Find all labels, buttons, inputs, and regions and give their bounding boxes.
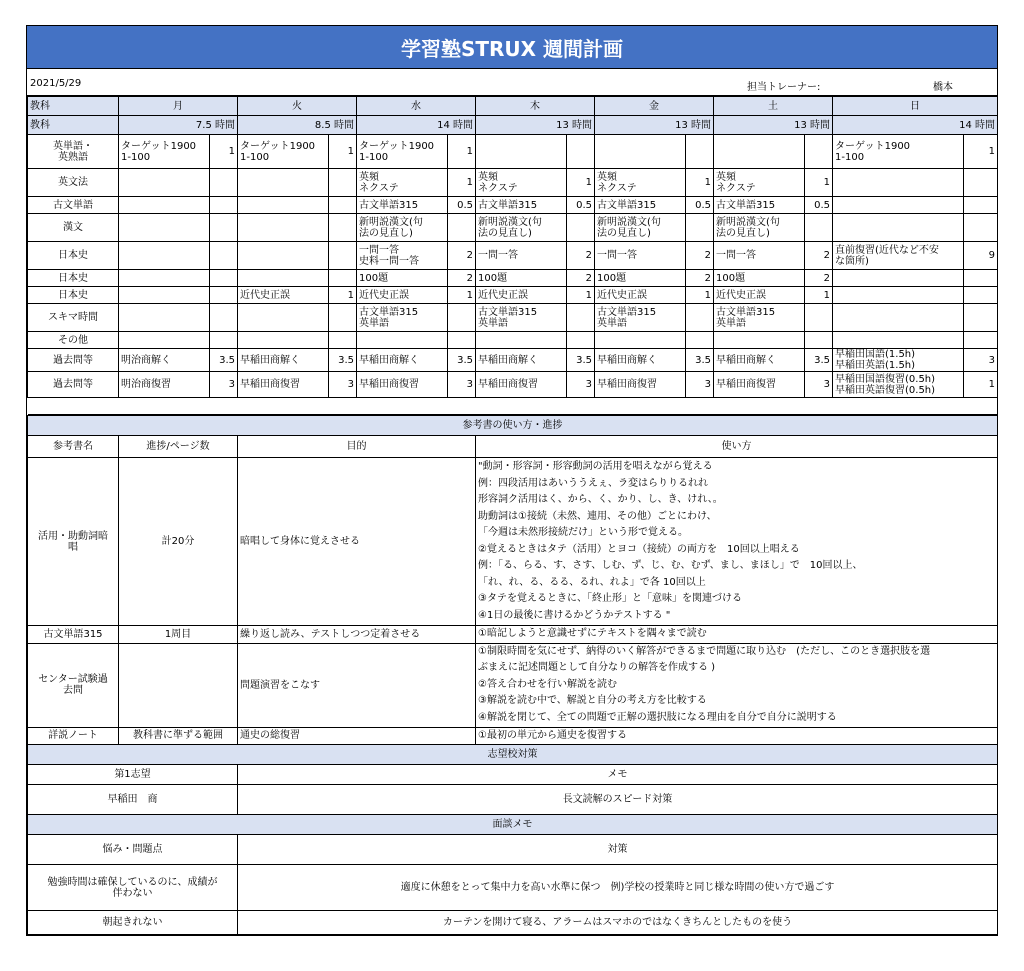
issue-header: 悩み・問題点	[28, 835, 238, 865]
hours-label: 教科	[28, 116, 119, 135]
plan-task: 英頻 ネクステ	[476, 169, 567, 197]
weekly-plan-table	[27, 96, 998, 415]
plan-row	[28, 372, 998, 398]
plan-hours: 0.5	[448, 197, 476, 214]
ref-name: 古文単語315	[28, 626, 119, 644]
plan-hours	[448, 304, 476, 332]
plan-task	[476, 135, 567, 169]
plan-hours	[329, 169, 357, 197]
day-header: 日	[833, 97, 998, 116]
plan-hours	[964, 169, 998, 197]
plan-hours	[448, 332, 476, 349]
plan-task: 明治商復習	[119, 372, 210, 398]
plan-hours: 1	[448, 135, 476, 169]
usage-line: 「れ、れ、る、るる、るれ、れよ」で各 10回以上	[478, 576, 706, 588]
plan-hours: 1	[964, 135, 998, 169]
plan-hours: 1	[448, 287, 476, 304]
plan-hours: 2	[686, 242, 714, 270]
plan-hours: 3.5	[210, 349, 238, 372]
plan-task: 早稲田商復習	[476, 372, 567, 398]
plan-task: 新明説漢文(句 法の見直し)	[476, 214, 567, 242]
plan-task	[238, 332, 329, 349]
usage-line: ④解説を閉じて、全ての問題で正解の選択肢になる理由を自分で自分に説明する	[478, 711, 837, 723]
plan-task: 英頻 ネクステ	[595, 169, 686, 197]
school-header-row	[28, 765, 998, 785]
plan-hours: 3	[567, 372, 595, 398]
ref-name: 活用・助動詞暗 唱	[28, 458, 119, 626]
plan-task	[833, 169, 964, 197]
plan-task: 一問一答	[714, 242, 805, 270]
plan-hours	[686, 304, 714, 332]
plan-subject: 漢文	[28, 214, 119, 242]
plan-hours	[805, 135, 833, 169]
day-hours: 14 時間	[833, 116, 998, 135]
plan-task	[119, 169, 210, 197]
plan-hours: 3	[964, 349, 998, 372]
plan-task	[833, 287, 964, 304]
plan-task	[476, 332, 567, 349]
hours-row	[28, 116, 998, 135]
plan-hours	[448, 214, 476, 242]
ref-purpose: 通史の総復習	[238, 727, 476, 745]
plan-task: 一問一答	[595, 242, 686, 270]
plan-subject: 古文単語	[28, 197, 119, 214]
plan-task: 100題	[476, 270, 567, 287]
target-school: 早稲田 商	[28, 785, 238, 815]
day-hours: 13 時間	[476, 116, 595, 135]
plan-task: 100題	[714, 270, 805, 287]
ref-usage	[476, 458, 998, 626]
plan-hours: 3	[448, 372, 476, 398]
plan-hours: 3	[805, 372, 833, 398]
plan-date: 2021/5/29	[30, 78, 82, 89]
plan-task: ターゲット1900 1-100	[833, 135, 964, 169]
plan-task	[238, 169, 329, 197]
plan-hours	[686, 332, 714, 349]
plan-task: 近代史正誤	[476, 287, 567, 304]
plan-task: 早稲田国語(1.5h) 早稲田英語(1.5h)	[833, 349, 964, 372]
plan-task: 近代史正誤	[714, 287, 805, 304]
ref-name: 詳説ノート	[28, 727, 119, 745]
plan-task	[119, 287, 210, 304]
plan-task: 100題	[595, 270, 686, 287]
day-header: 水	[357, 97, 476, 116]
plan-hours: 3	[210, 372, 238, 398]
ref-progress: 計20分	[119, 458, 238, 626]
ref-usage	[476, 727, 998, 745]
plan-task: 早稲田商復習	[238, 372, 329, 398]
reference-table	[27, 415, 998, 935]
ref-purpose: 問題演習をこなす	[238, 643, 476, 727]
plan-task	[238, 270, 329, 287]
plan-task	[833, 332, 964, 349]
plan-task	[238, 197, 329, 214]
plan-task	[595, 332, 686, 349]
plan-hours: 0.5	[805, 197, 833, 214]
plan-hours	[210, 270, 238, 287]
plan-row	[28, 197, 998, 214]
ref-row	[28, 626, 998, 644]
plan-hours: 3.5	[448, 349, 476, 372]
usage-line: ④1日の最後に書けるかどうかテストする "	[478, 609, 671, 621]
blank-row	[28, 398, 998, 415]
usage-line: 助動詞は①接続（未然、連用、その他）ごとにわけ、	[478, 510, 717, 522]
plan-hours: 3.5	[329, 349, 357, 372]
plan-task: 早稲田商解く	[476, 349, 567, 372]
plan-hours	[210, 214, 238, 242]
plan-task: 古文単語315	[714, 197, 805, 214]
plan-hours	[329, 197, 357, 214]
plan-hours	[210, 332, 238, 349]
plan-hours	[964, 304, 998, 332]
plan-hours	[329, 242, 357, 270]
plan-hours	[964, 287, 998, 304]
usage-line: ①暗記しようと意識せずにテキストを隅々まで読む	[478, 628, 707, 639]
day-hours: 14 時間	[357, 116, 476, 135]
plan-row	[28, 332, 998, 349]
plan-hours: 2	[805, 270, 833, 287]
plan-hours: 3	[329, 372, 357, 398]
day-hours: 7.5 時間	[119, 116, 238, 135]
usage-line: ③解説を読む中で、解説と自分の考え方を比較する	[478, 695, 707, 707]
plan-hours: 2	[805, 242, 833, 270]
ref-row	[28, 643, 998, 727]
plan-subject: 英単語・ 英熟語	[28, 135, 119, 169]
plan-hours	[210, 169, 238, 197]
plan-task: 新明説漢文(句 法の見直し)	[357, 214, 448, 242]
plan-hours: 1	[964, 372, 998, 398]
plan-task: 一問一答	[476, 242, 567, 270]
plan-row	[28, 304, 998, 332]
plan-task	[833, 304, 964, 332]
interview-header-row	[28, 835, 998, 865]
ref-header: 進捗/ページ数	[119, 436, 238, 458]
plan-hours: 1	[567, 287, 595, 304]
plan-subject: 過去問等	[28, 349, 119, 372]
plan-hours: 1	[686, 169, 714, 197]
plan-hours	[805, 304, 833, 332]
plan-hours	[567, 332, 595, 349]
usage-line: ①制限時間を気にせず、納得のいく解答ができるまで問題に取り込む (ただし、このとき選択肢を選	[478, 645, 931, 657]
usage-line: 「今週は未然形接続だけ」という形で覚える。	[478, 527, 688, 538]
plan-row	[28, 169, 998, 197]
plan-task: 古文単語315	[595, 197, 686, 214]
plan-subject: 英文法	[28, 169, 119, 197]
day-header: 火	[238, 97, 357, 116]
day-hours: 13 時間	[714, 116, 833, 135]
plan-hours: 2	[567, 270, 595, 287]
plan-hours: 3	[686, 372, 714, 398]
interview-row	[28, 865, 998, 911]
plan-hours: 1	[210, 135, 238, 169]
school-header: 第1志望	[28, 765, 238, 785]
plan-hours	[964, 332, 998, 349]
plan-task: 明治商解く	[119, 349, 210, 372]
plan-hours: 3.5	[567, 349, 595, 372]
usage-line: ①最初の単元から通史を復習する	[478, 729, 627, 741]
plan-task: 100題	[357, 270, 448, 287]
plan-hours: 2	[567, 242, 595, 270]
plan-task: 古文単語315	[357, 197, 448, 214]
days-header-row	[28, 97, 998, 116]
plan-hours	[805, 214, 833, 242]
issue: 勉強時間は確保しているのに、成績が 伴わない	[28, 865, 238, 911]
plan-hours: 2	[448, 242, 476, 270]
plan-hours	[567, 304, 595, 332]
memo-header: メモ	[238, 765, 998, 785]
plan-hours	[567, 135, 595, 169]
plan-task: 近代史正誤	[357, 287, 448, 304]
usage-line: 例：「る、らる、す、さす、しむ、ず、じ、む、むず、まし、まほし」で 10回以上、	[478, 560, 863, 571]
plan-hours: 0.5	[686, 197, 714, 214]
plan-task: 直前復習(近代など不安 な箇所)	[833, 242, 964, 270]
plan-task	[357, 332, 448, 349]
solution: 適度に休憩をとって集中力を高い水準に保つ 例)学校の授業時と同じ様な時間の使い方で過ごす	[238, 865, 998, 911]
plan-hours	[329, 304, 357, 332]
plan-task	[119, 332, 210, 349]
plan-hours: 1	[686, 287, 714, 304]
plan-hours: 1	[329, 135, 357, 169]
plan-row	[28, 242, 998, 270]
plan-task: 早稲田商解く	[714, 349, 805, 372]
ref-purpose: 暗唱して身体に覚えさせる	[238, 458, 476, 626]
usage-line: 例：四段活用はあいううえぇ、ラ変はらりりるれれ	[478, 477, 708, 489]
plan-hours	[210, 197, 238, 214]
meta-row	[27, 69, 997, 96]
plan-task	[119, 214, 210, 242]
plan-subject: 日本史	[28, 270, 119, 287]
plan-task	[119, 242, 210, 270]
school-row	[28, 785, 998, 815]
school-memo: 長文読解のスピード対策	[238, 785, 998, 815]
plan-task	[238, 304, 329, 332]
day-hours: 13 時間	[595, 116, 714, 135]
plan-task	[714, 135, 805, 169]
plan-task: 早稲田商解く	[357, 349, 448, 372]
ref-section-title: 参考書の使い方・進捗	[28, 416, 998, 436]
plan-task: 古文単語315 英単語	[476, 304, 567, 332]
plan-task: ターゲット1900 1-100	[357, 135, 448, 169]
plan-hours: 3.5	[805, 349, 833, 372]
plan-task	[119, 270, 210, 287]
plan-task	[714, 332, 805, 349]
plan-hours: 9	[964, 242, 998, 270]
interview-section-title: 面談メモ	[28, 815, 998, 835]
ref-header-row	[28, 436, 998, 458]
day-hours: 8.5 時間	[238, 116, 357, 135]
school-section-title-row	[28, 745, 998, 765]
usage-line: "動詞・形容詞・形容動詞の活用を唱えながら覚える	[478, 461, 713, 472]
ref-usage	[476, 643, 998, 727]
plan-subject: スキマ時間	[28, 304, 119, 332]
blank-cell	[28, 398, 998, 415]
plan-hours: 1	[805, 287, 833, 304]
plan-hours: 1	[329, 287, 357, 304]
day-header: 月	[119, 97, 238, 116]
weekly-plan-sheet	[26, 25, 998, 936]
plan-hours: 3.5	[686, 349, 714, 372]
plan-task: 古文単語315 英単語	[714, 304, 805, 332]
days-header-label: 教科	[28, 97, 119, 116]
plan-row	[28, 270, 998, 287]
interview-section-title-row	[28, 815, 998, 835]
ref-usage	[476, 626, 998, 644]
ref-name: センター試験過 去問	[28, 643, 119, 727]
plan-task	[833, 214, 964, 242]
plan-task	[238, 214, 329, 242]
plan-task: 近代史正誤	[595, 287, 686, 304]
ref-row	[28, 727, 998, 745]
plan-subject: 過去問等	[28, 372, 119, 398]
usage-line: ②答え合わせを行い解説を読む	[478, 678, 617, 690]
plan-hours: 2	[448, 270, 476, 287]
plan-hours	[210, 242, 238, 270]
plan-task: 新明説漢文(句 法の見直し)	[714, 214, 805, 242]
plan-task: 英頻 ネクステ	[357, 169, 448, 197]
day-header: 土	[714, 97, 833, 116]
interview-row	[28, 911, 998, 935]
plan-task: 早稲田商復習	[357, 372, 448, 398]
plan-hours	[329, 214, 357, 242]
ref-progress: 1周目	[119, 626, 238, 644]
plan-task: 新明説漢文(句 法の見直し)	[595, 214, 686, 242]
plan-task	[238, 242, 329, 270]
plan-hours	[964, 197, 998, 214]
plan-task: 早稲田商解く	[595, 349, 686, 372]
plan-hours: 0.5	[567, 197, 595, 214]
ref-row	[28, 458, 998, 626]
usage-line: ②覚えるときはタテ（活用）とヨコ（接続）の両方を 10回以上唱える	[478, 543, 800, 555]
plan-task	[833, 270, 964, 287]
plan-hours	[686, 214, 714, 242]
ref-header: 参考書名	[28, 436, 119, 458]
plan-task: 古文単語315 英単語	[357, 304, 448, 332]
plan-task: 古文単語315	[476, 197, 567, 214]
plan-task: 早稲田商復習	[595, 372, 686, 398]
plan-task: 早稲田商解く	[238, 349, 329, 372]
plan-task: 英頻 ネクステ	[714, 169, 805, 197]
ref-section-title-row	[28, 416, 998, 436]
sheet-title: 学習塾STRUX 週間計画	[27, 26, 997, 69]
plan-task	[119, 304, 210, 332]
day-header: 木	[476, 97, 595, 116]
plan-row	[28, 135, 998, 169]
plan-hours: 1	[567, 169, 595, 197]
usage-line: 形容詞ク活用はく、から、く、かり、し、き、けれ、。	[478, 494, 723, 505]
plan-hours	[329, 332, 357, 349]
plan-hours: 2	[686, 270, 714, 287]
issue: 朝起きれない	[28, 911, 238, 935]
ref-purpose: 繰り返し読み、テストしつつ定着させる	[238, 626, 476, 644]
solution-header: 対策	[238, 835, 998, 865]
plan-hours	[964, 270, 998, 287]
plan-task: ターゲット1900 1-100	[119, 135, 210, 169]
plan-task: 早稲田商復習	[714, 372, 805, 398]
trainer-name: 橋本	[933, 82, 953, 93]
plan-hours	[567, 214, 595, 242]
trainer-label: 担当トレーナー:	[747, 82, 821, 93]
ref-progress: 教科書に準ずる範囲	[119, 727, 238, 745]
plan-row	[28, 287, 998, 304]
plan-task	[833, 197, 964, 214]
plan-task: 一問一答 史料一問一答	[357, 242, 448, 270]
plan-task: 早稲田国語復習(0.5h) 早稲田英語復習(0.5h)	[833, 372, 964, 398]
plan-task	[119, 197, 210, 214]
plan-hours	[686, 135, 714, 169]
usage-line: ぶまえに記述問題として自分なりの解答を作成する )	[478, 662, 716, 674]
plan-task: ターゲット1900 1-100	[238, 135, 329, 169]
plan-hours	[210, 304, 238, 332]
plan-hours: 1	[805, 169, 833, 197]
plan-subject: 日本史	[28, 242, 119, 270]
plan-row	[28, 214, 998, 242]
plan-row	[28, 349, 998, 372]
plan-hours	[329, 270, 357, 287]
usage-line: ③タテを覚えるときに、「終止形」と「意味」を関連づける	[478, 593, 742, 604]
ref-header: 目的	[238, 436, 476, 458]
ref-header: 使い方	[476, 436, 998, 458]
plan-subject: 日本史	[28, 287, 119, 304]
plan-hours: 1	[448, 169, 476, 197]
solution: カーテンを開けて寝る、アラームはスマホのではなくきちんとしたものを使う	[238, 911, 998, 935]
school-section-title: 志望校対策	[28, 745, 998, 765]
plan-task	[595, 135, 686, 169]
plan-task: 古文単語315 英単語	[595, 304, 686, 332]
plan-hours	[805, 332, 833, 349]
ref-progress	[119, 643, 238, 727]
plan-hours	[964, 214, 998, 242]
day-header: 金	[595, 97, 714, 116]
plan-subject: その他	[28, 332, 119, 349]
plan-task: 近代史正誤	[238, 287, 329, 304]
plan-hours	[210, 287, 238, 304]
